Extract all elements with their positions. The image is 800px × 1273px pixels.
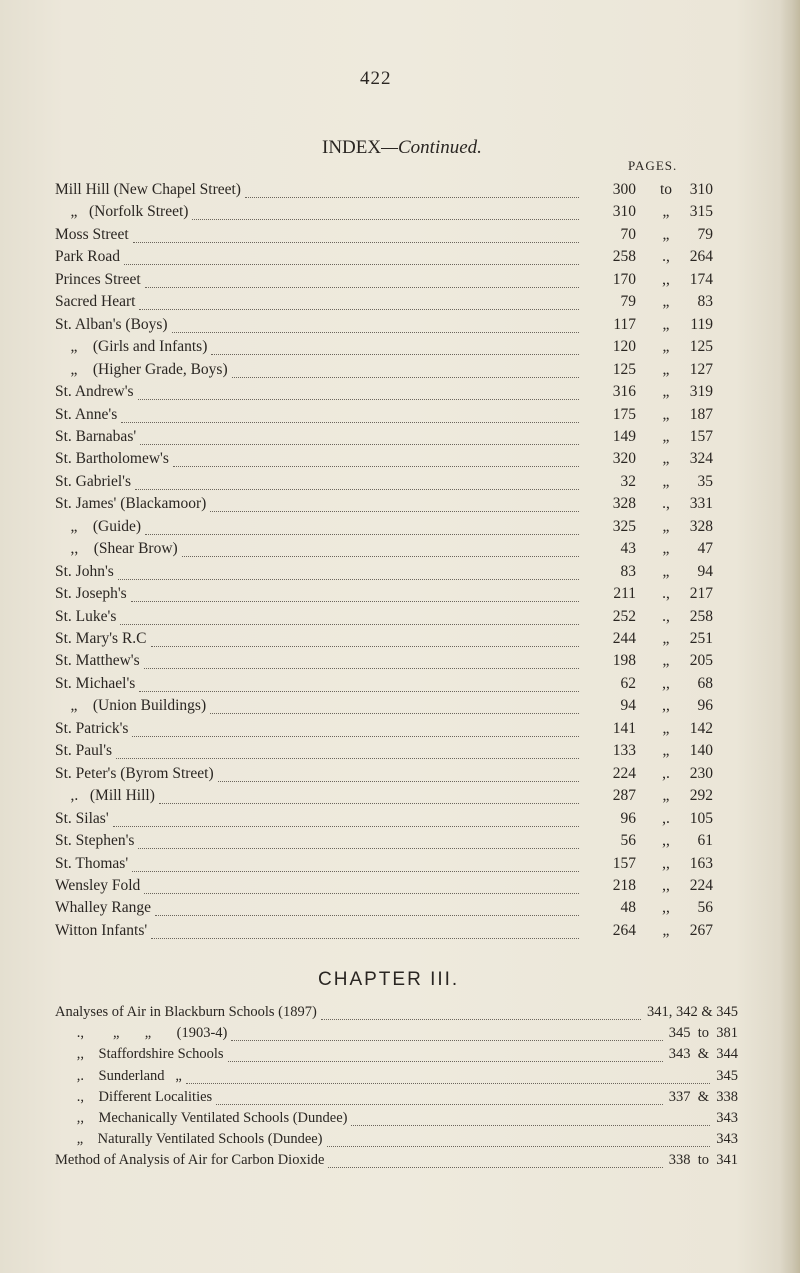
chapter-entry [55, 1089, 755, 1109]
page-from: 83 [620, 562, 636, 580]
entry-label: Park Road [55, 248, 121, 266]
leader-dots [210, 711, 579, 714]
page-separator: „ [662, 383, 670, 401]
index-entry [55, 630, 755, 652]
page-from: 224 [612, 764, 636, 782]
leader-dots [231, 1038, 663, 1041]
page-separator: „ [662, 517, 670, 535]
entry-label: Sacred Heart [55, 293, 136, 311]
page-separator: „ [662, 540, 670, 558]
index-title [322, 137, 482, 159]
entry-label: ,. (Mill Hill) [55, 787, 155, 805]
leader-dots [132, 869, 579, 872]
entry-label: St. John's [55, 562, 114, 580]
page-to: 251 [689, 630, 713, 647]
chapter-entry [55, 1025, 755, 1045]
chapter-entry [55, 1046, 755, 1066]
entry-label: St. Barnabas' [55, 427, 137, 445]
page-from: 198 [612, 652, 636, 670]
entry-label: „ (Guide) [55, 517, 142, 535]
entry-label: St. Mary's R.C [55, 630, 147, 647]
entry-label: St. Thomas' [55, 854, 129, 872]
index-entry [55, 450, 755, 472]
leader-dots [218, 779, 579, 782]
leader-dots [151, 644, 579, 647]
entry-label: St. James' (Blackamoor) [55, 495, 207, 513]
leader-dots [182, 554, 579, 557]
index-entry [55, 563, 755, 585]
page-from: 300 [612, 181, 636, 198]
page-from: 96 [620, 809, 636, 827]
page-from: 310 [612, 203, 636, 221]
leader-dots [321, 1017, 641, 1020]
page-from: 125 [612, 360, 636, 378]
page-from: 175 [612, 405, 636, 423]
leader-dots [210, 509, 579, 512]
entry-label: St. Alban's (Boys) [55, 315, 168, 333]
leader-dots [145, 532, 579, 535]
page-separator: „ [662, 562, 670, 580]
page-from: 264 [612, 921, 636, 939]
chapter-entry [55, 1004, 755, 1024]
leader-dots [155, 913, 579, 916]
page-to: 105 [689, 809, 713, 827]
entry-label: St. Michael's [55, 674, 136, 692]
leader-dots [116, 756, 579, 759]
leader-dots [159, 801, 579, 804]
page-to: 217 [689, 585, 713, 603]
entry-label: St. Joseph's [55, 585, 127, 603]
page-from: 244 [612, 630, 636, 647]
page-to: 264 [689, 248, 713, 266]
chapter-entry [55, 1110, 755, 1130]
page-to: 56 [697, 899, 713, 917]
chapter-entry-pages: 337 & 338 [668, 1088, 738, 1105]
entry-label: Wensley Fold [55, 876, 141, 894]
index-title-main: INDEX [322, 137, 382, 158]
page-spine-shadow [780, 0, 800, 1273]
leader-dots [328, 1165, 663, 1168]
chapter-entry [55, 1068, 755, 1088]
leader-dots [145, 285, 579, 288]
index-entry [55, 787, 755, 809]
leader-dots [173, 464, 579, 467]
chapter-entry-label: ,. Sunderland „ [55, 1067, 182, 1084]
page-to: 142 [689, 719, 713, 737]
leader-dots [135, 487, 579, 490]
page-to: 224 [689, 876, 713, 894]
page-to: 35 [697, 472, 713, 490]
index-entry [55, 226, 755, 248]
index-entry [55, 765, 755, 787]
leader-dots [351, 1123, 710, 1126]
page-to: 79 [697, 225, 713, 243]
page-to: 119 [690, 315, 713, 333]
page-separator: ,, [662, 854, 670, 872]
chapter-entry-label: ,, Mechanically Ventilated Schools (Dundee) [55, 1110, 348, 1126]
page-separator: ,, [662, 899, 670, 917]
page-separator: ,, [662, 270, 670, 288]
leader-dots [216, 1102, 663, 1105]
page-to: 324 [689, 450, 713, 468]
index-entry [55, 203, 755, 225]
index-entry [55, 248, 755, 270]
page-from: 287 [612, 787, 636, 805]
entry-label: St. Andrew's [55, 383, 134, 401]
chapter-entry-label: ., „ „ (1903-4) [55, 1025, 228, 1042]
page-separator: „ [662, 360, 670, 378]
page-to: 47 [697, 540, 713, 558]
chapter-entry-pages: 343 & 344 [668, 1046, 738, 1063]
page-to: 125 [689, 338, 713, 356]
page-separator: ,. [662, 764, 670, 782]
entry-label: St. Matthew's [55, 652, 140, 670]
index-entry [55, 495, 755, 517]
index-entry [55, 316, 755, 338]
leader-dots [140, 442, 579, 445]
page-from: 258 [612, 248, 636, 266]
page-separator: ., [662, 585, 670, 603]
leader-dots [172, 330, 579, 333]
index-entry [55, 473, 755, 495]
index-entry [55, 877, 755, 899]
entry-label: St. Stephen's [55, 832, 135, 850]
page-to: 163 [689, 854, 713, 872]
page-separator: „ [662, 652, 670, 670]
leader-dots [139, 689, 579, 692]
leader-dots [228, 1059, 663, 1062]
leader-dots [124, 262, 579, 265]
chapter-title: CHAPTER III. [318, 969, 460, 990]
chapter-entry-label: ,, Staffordshire Schools [55, 1046, 224, 1063]
page-from: 252 [612, 607, 636, 625]
page-to: 94 [697, 562, 713, 580]
index-entry [55, 361, 755, 383]
page-from: 325 [612, 517, 636, 535]
page-to: 292 [689, 787, 713, 805]
page-to: 157 [689, 427, 713, 445]
page-from: 70 [620, 225, 636, 243]
leader-dots [232, 375, 579, 378]
page-separator: „ [662, 225, 670, 243]
index-title-continued: —Continued. [381, 137, 482, 158]
page-separator: „ [662, 742, 670, 760]
page-to: 310 [689, 181, 713, 198]
index-entry [55, 675, 755, 697]
page-separator: „ [662, 203, 670, 221]
page-to: 328 [689, 517, 713, 535]
page-from: 79 [620, 293, 636, 311]
page-to: 331 [689, 495, 713, 513]
page-separator: „ [662, 293, 670, 311]
index-entry [55, 742, 755, 764]
page-from: 56 [620, 832, 636, 850]
index-entry [55, 540, 755, 562]
leader-dots [138, 846, 579, 849]
page-separator: ,, [662, 697, 670, 715]
entry-label: St. Gabriel's [55, 472, 131, 490]
leader-dots [131, 599, 579, 602]
page-to: 319 [689, 383, 713, 401]
page-from: 157 [612, 854, 636, 872]
index-entry [55, 720, 755, 742]
entry-label: „ (Girls and Infants) [55, 338, 208, 356]
page-from: 218 [612, 876, 636, 894]
entry-label: Princes Street [55, 270, 141, 288]
entry-label: St. Patrick's [55, 719, 129, 737]
index-entry [55, 271, 755, 293]
page-separator: ,, [662, 832, 670, 850]
chapter-entry-label: „ Naturally Ventilated Schools (Dundee) [55, 1131, 323, 1148]
index-entry [55, 899, 755, 921]
page-separator: ., [662, 248, 670, 266]
leader-dots [192, 217, 579, 220]
page-separator: „ [662, 427, 670, 445]
chapter-entry-label: Method of Analysis of Air for Carbon Dioxide [55, 1152, 325, 1169]
page-to: 205 [689, 652, 713, 670]
index-entry [55, 855, 755, 877]
entry-label: St. Luke's [55, 607, 117, 625]
chapter-entry-pages: 341, 342 & 345 [646, 1004, 738, 1020]
entry-label: St. Anne's [55, 405, 118, 423]
page-separator: „ [662, 787, 670, 805]
page-from: 117 [613, 315, 636, 333]
chapter-entry-pages: 338 to 341 [668, 1152, 738, 1169]
page-separator: „ [662, 719, 670, 737]
leader-dots [132, 734, 579, 737]
chapter-entry [55, 1152, 755, 1172]
leader-dots [144, 891, 579, 894]
chapter-entry [55, 1131, 755, 1151]
page-from: 62 [620, 674, 636, 692]
entry-label: Whalley Range [55, 899, 151, 917]
page-from: 43 [620, 540, 636, 558]
page-from: 133 [612, 742, 636, 760]
page-separator: „ [662, 315, 670, 333]
leader-dots [139, 307, 579, 310]
index-entry [55, 922, 755, 944]
page-separator: „ [662, 405, 670, 423]
page-to: 61 [697, 832, 713, 850]
entry-label: St. Silas' [55, 809, 109, 827]
leader-dots [151, 936, 579, 939]
page-from: 211 [613, 585, 636, 603]
leader-dots [144, 666, 579, 669]
entry-label: Witton Infants' [55, 921, 148, 939]
page-separator: ,, [662, 674, 670, 692]
page-to: 83 [697, 293, 713, 311]
leader-dots [121, 420, 579, 423]
entry-label: St. Paul's [55, 742, 113, 760]
chapter-entry-label: Analyses of Air in Blackburn Schools (1897) [55, 1004, 317, 1020]
page-to: 174 [689, 270, 713, 288]
leader-dots [118, 577, 579, 580]
index-entry [55, 832, 755, 854]
page-from: 120 [612, 338, 636, 356]
entry-label: „ (Higher Grade, Boys) [55, 360, 228, 378]
page-separator: „ [662, 472, 670, 490]
page-from: 316 [612, 383, 636, 401]
index-entry [55, 697, 755, 719]
page-separator: ,, [662, 876, 670, 894]
leader-dots [138, 397, 579, 400]
page-from: 328 [612, 495, 636, 513]
leader-dots [327, 1144, 710, 1147]
page-from: 48 [620, 899, 636, 917]
page-to: 96 [697, 697, 713, 715]
page-from: 141 [612, 719, 636, 737]
page-separator: ., [662, 607, 670, 625]
leader-dots [120, 622, 579, 625]
leader-dots [211, 352, 579, 355]
entry-label: St. Bartholomew's [55, 450, 169, 468]
page-to: 258 [689, 607, 713, 625]
leader-dots [113, 824, 579, 827]
page-separator: „ [662, 630, 670, 647]
page-separator: to [659, 181, 673, 198]
page-from: 94 [620, 697, 636, 715]
index-entry [55, 585, 755, 607]
page-to: 140 [689, 742, 713, 760]
page-from: 32 [620, 472, 636, 490]
index-entry [55, 338, 755, 360]
page-to: 127 [689, 360, 713, 378]
index-entry [55, 406, 755, 428]
entry-label: „ (Union Buildings) [55, 697, 207, 715]
index-entry [55, 810, 755, 832]
index-entry [55, 383, 755, 405]
page-from: 149 [612, 427, 636, 445]
index-entry [55, 652, 755, 674]
chapter-entry-pages: 343 [716, 1131, 738, 1148]
index-entry [55, 608, 755, 630]
page-from: 320 [612, 450, 636, 468]
chapter-entry-pages: 345 to 381 [668, 1025, 738, 1042]
page-separator: ,. [662, 809, 670, 827]
index-entry [55, 428, 755, 450]
page-to: 230 [689, 764, 713, 782]
index-entry [55, 518, 755, 540]
page-to: 315 [689, 203, 713, 221]
entry-label: St. Peter's (Byrom Street) [55, 764, 214, 782]
chapter-entry-pages: 345 [716, 1067, 738, 1084]
entry-label: Mill Hill (New Chapel Street) [55, 181, 241, 198]
chapter-entry-pages: 343 [716, 1110, 738, 1126]
index-entry [55, 293, 755, 315]
page-to: 68 [697, 674, 713, 692]
entry-label: „ (Norfolk Street) [55, 203, 189, 221]
page-from: 170 [612, 270, 636, 288]
page-separator: „ [662, 450, 670, 468]
entry-label: Moss Street [55, 225, 129, 243]
chapter-entry-label: ., Different Localities [55, 1088, 213, 1105]
pages-column-label: PAGES. [628, 158, 678, 173]
leader-dots [133, 240, 579, 243]
page-separator: „ [662, 921, 670, 939]
page-to: 267 [689, 921, 713, 939]
leader-dots [186, 1081, 710, 1084]
page-separator: ., [662, 495, 670, 513]
page-separator: „ [662, 338, 670, 356]
index-entry [55, 181, 755, 203]
page-to: 187 [689, 405, 713, 423]
entry-label: ,, (Shear Brow) [55, 540, 178, 558]
leader-dots [245, 195, 579, 198]
page-number: 422 [360, 68, 392, 89]
